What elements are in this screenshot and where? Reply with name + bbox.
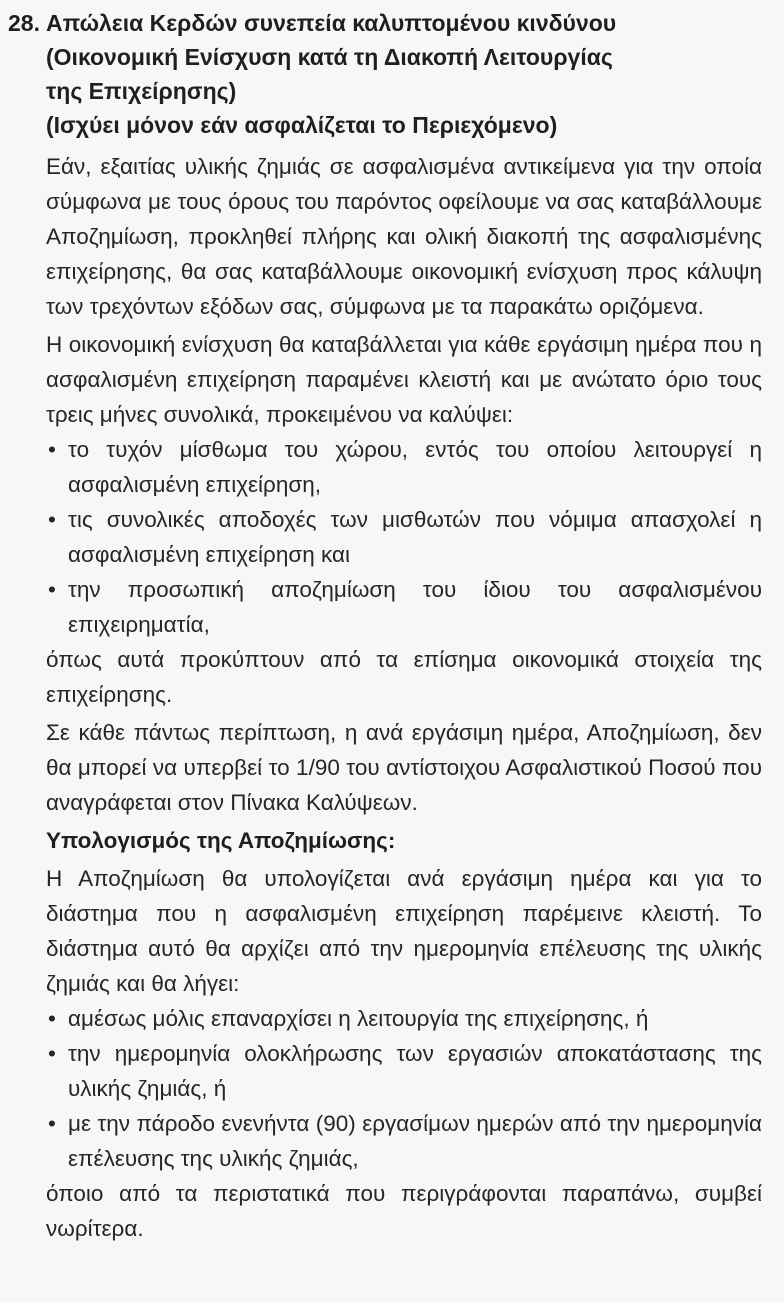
section-title-line: (Οικονομική Ενίσχυση κατά τη Διακοπή Λειτουργίας: [46, 44, 613, 70]
list-item: • το τυχόν μίσθωμα του χώρου, εντός του οποίου λειτουργεί η ασφαλισμένη επιχείρηση,: [46, 432, 762, 502]
paragraph-support: Η οικονομική ενίσχυση θα καταβάλλεται για κάθε εργάσιμη ημέρα που η ασφαλισμένη επιχείρηση παραμένει κλειστή και με ανώτατο όριο τους τρεις μήνες συνολικά, προκειμένου να καλύψει:: [46, 332, 762, 427]
bullet-icon: •: [48, 1006, 56, 1031]
bullet-icon: •: [48, 1041, 56, 1066]
list-item: • αμέσως μόλις επαναρχίσει η λειτουργία της επιχείρησης, ή: [46, 1001, 762, 1036]
list-item: • με την πάροδο ενενήντα (90) εργασίμων ημερών από την ημερομηνία επέλευσης της υλικής ζημιάς,: [46, 1106, 762, 1176]
section-heading: [0, 6, 770, 142]
subheading-calculation: Υπολογισμός της Αποζημίωσης:: [46, 828, 396, 853]
bullet-icon: •: [48, 1111, 56, 1136]
paragraph-calculation: Η Αποζημίωση θα υπολογίζεται ανά εργάσιμη ημέρα και για το διάστημα που η ασφαλισμένη επιχείρηση παρέμεινε κλειστή. Το διάστημα αυτό θα αρχίζει από την ημερομηνία επέλευσης της υλικής ζημιάς και θα λήγει:: [46, 866, 762, 996]
paragraph-source: όπως αυτά προκύπτουν από τα επίσημα οικονομικά στοιχεία της επιχείρησης.: [46, 647, 762, 707]
end-conditions-list: [46, 1001, 762, 1176]
bullet-icon: •: [48, 437, 56, 462]
section-condition-note: (Ισχύει μόνον εάν ασφαλίζεται το Περιεχόμενο): [46, 112, 558, 138]
paragraph-limit: Σε κάθε πάντως περίπτωση, η ανά εργάσιμη ημέρα, Αποζημίωση, δεν θα μπορεί να υπερβεί το 1/90 του αντίστοιχου Ασφαλιστικού Ποσού που αναγράφεται στον Πίνακα Καλύψεων.: [46, 720, 762, 815]
section-body: [46, 149, 762, 1246]
section-title: [46, 6, 770, 142]
section-number: 28.: [8, 10, 40, 36]
paragraph-intro: Εάν, εξαιτίας υλικής ζημιάς σε ασφαλισμένα αντικείμενα για την οποία σύμφωνα με τους όρους του παρόντος οφείλουμε να σας καταβάλλουμε Αποζημίωση, προκληθεί πλήρης και ολική διακοπή της ασφαλισμένης επιχείρησης, θα σας καταβάλλουμε οικονομική ενίσχυση προς κάλυψη των τρεχόντων εξόδων σας, σύμφωνα με τα παρακάτω οριζόμενα.: [46, 154, 762, 319]
section-title-line: της Επιχείρησης): [46, 78, 237, 104]
bullet-icon: •: [48, 577, 56, 602]
list-item: • τις συνολικές αποδοχές των μισθωτών που νόμιμα απασχολεί η ασφαλισμένη επιχείρηση και: [46, 502, 762, 572]
bullet-icon: •: [48, 507, 56, 532]
list-item: • την ημερομηνία ολοκλήρωσης των εργασιών αποκατάστασης της υλικής ζημιάς, ή: [46, 1036, 762, 1106]
section-title-line: Απώλεια Κερδών συνεπεία καλυπτομένου κινδύνου: [46, 10, 617, 36]
paragraph-earliest: όποιο από τα περιστατικά που περιγράφονται παραπάνω, συμβεί νωρίτερα.: [46, 1181, 762, 1241]
list-item: • την προσωπική αποζημίωση του ίδιου του ασφαλισμένου επιχειρηματία,: [46, 572, 762, 642]
covered-expenses-list: [46, 432, 762, 642]
